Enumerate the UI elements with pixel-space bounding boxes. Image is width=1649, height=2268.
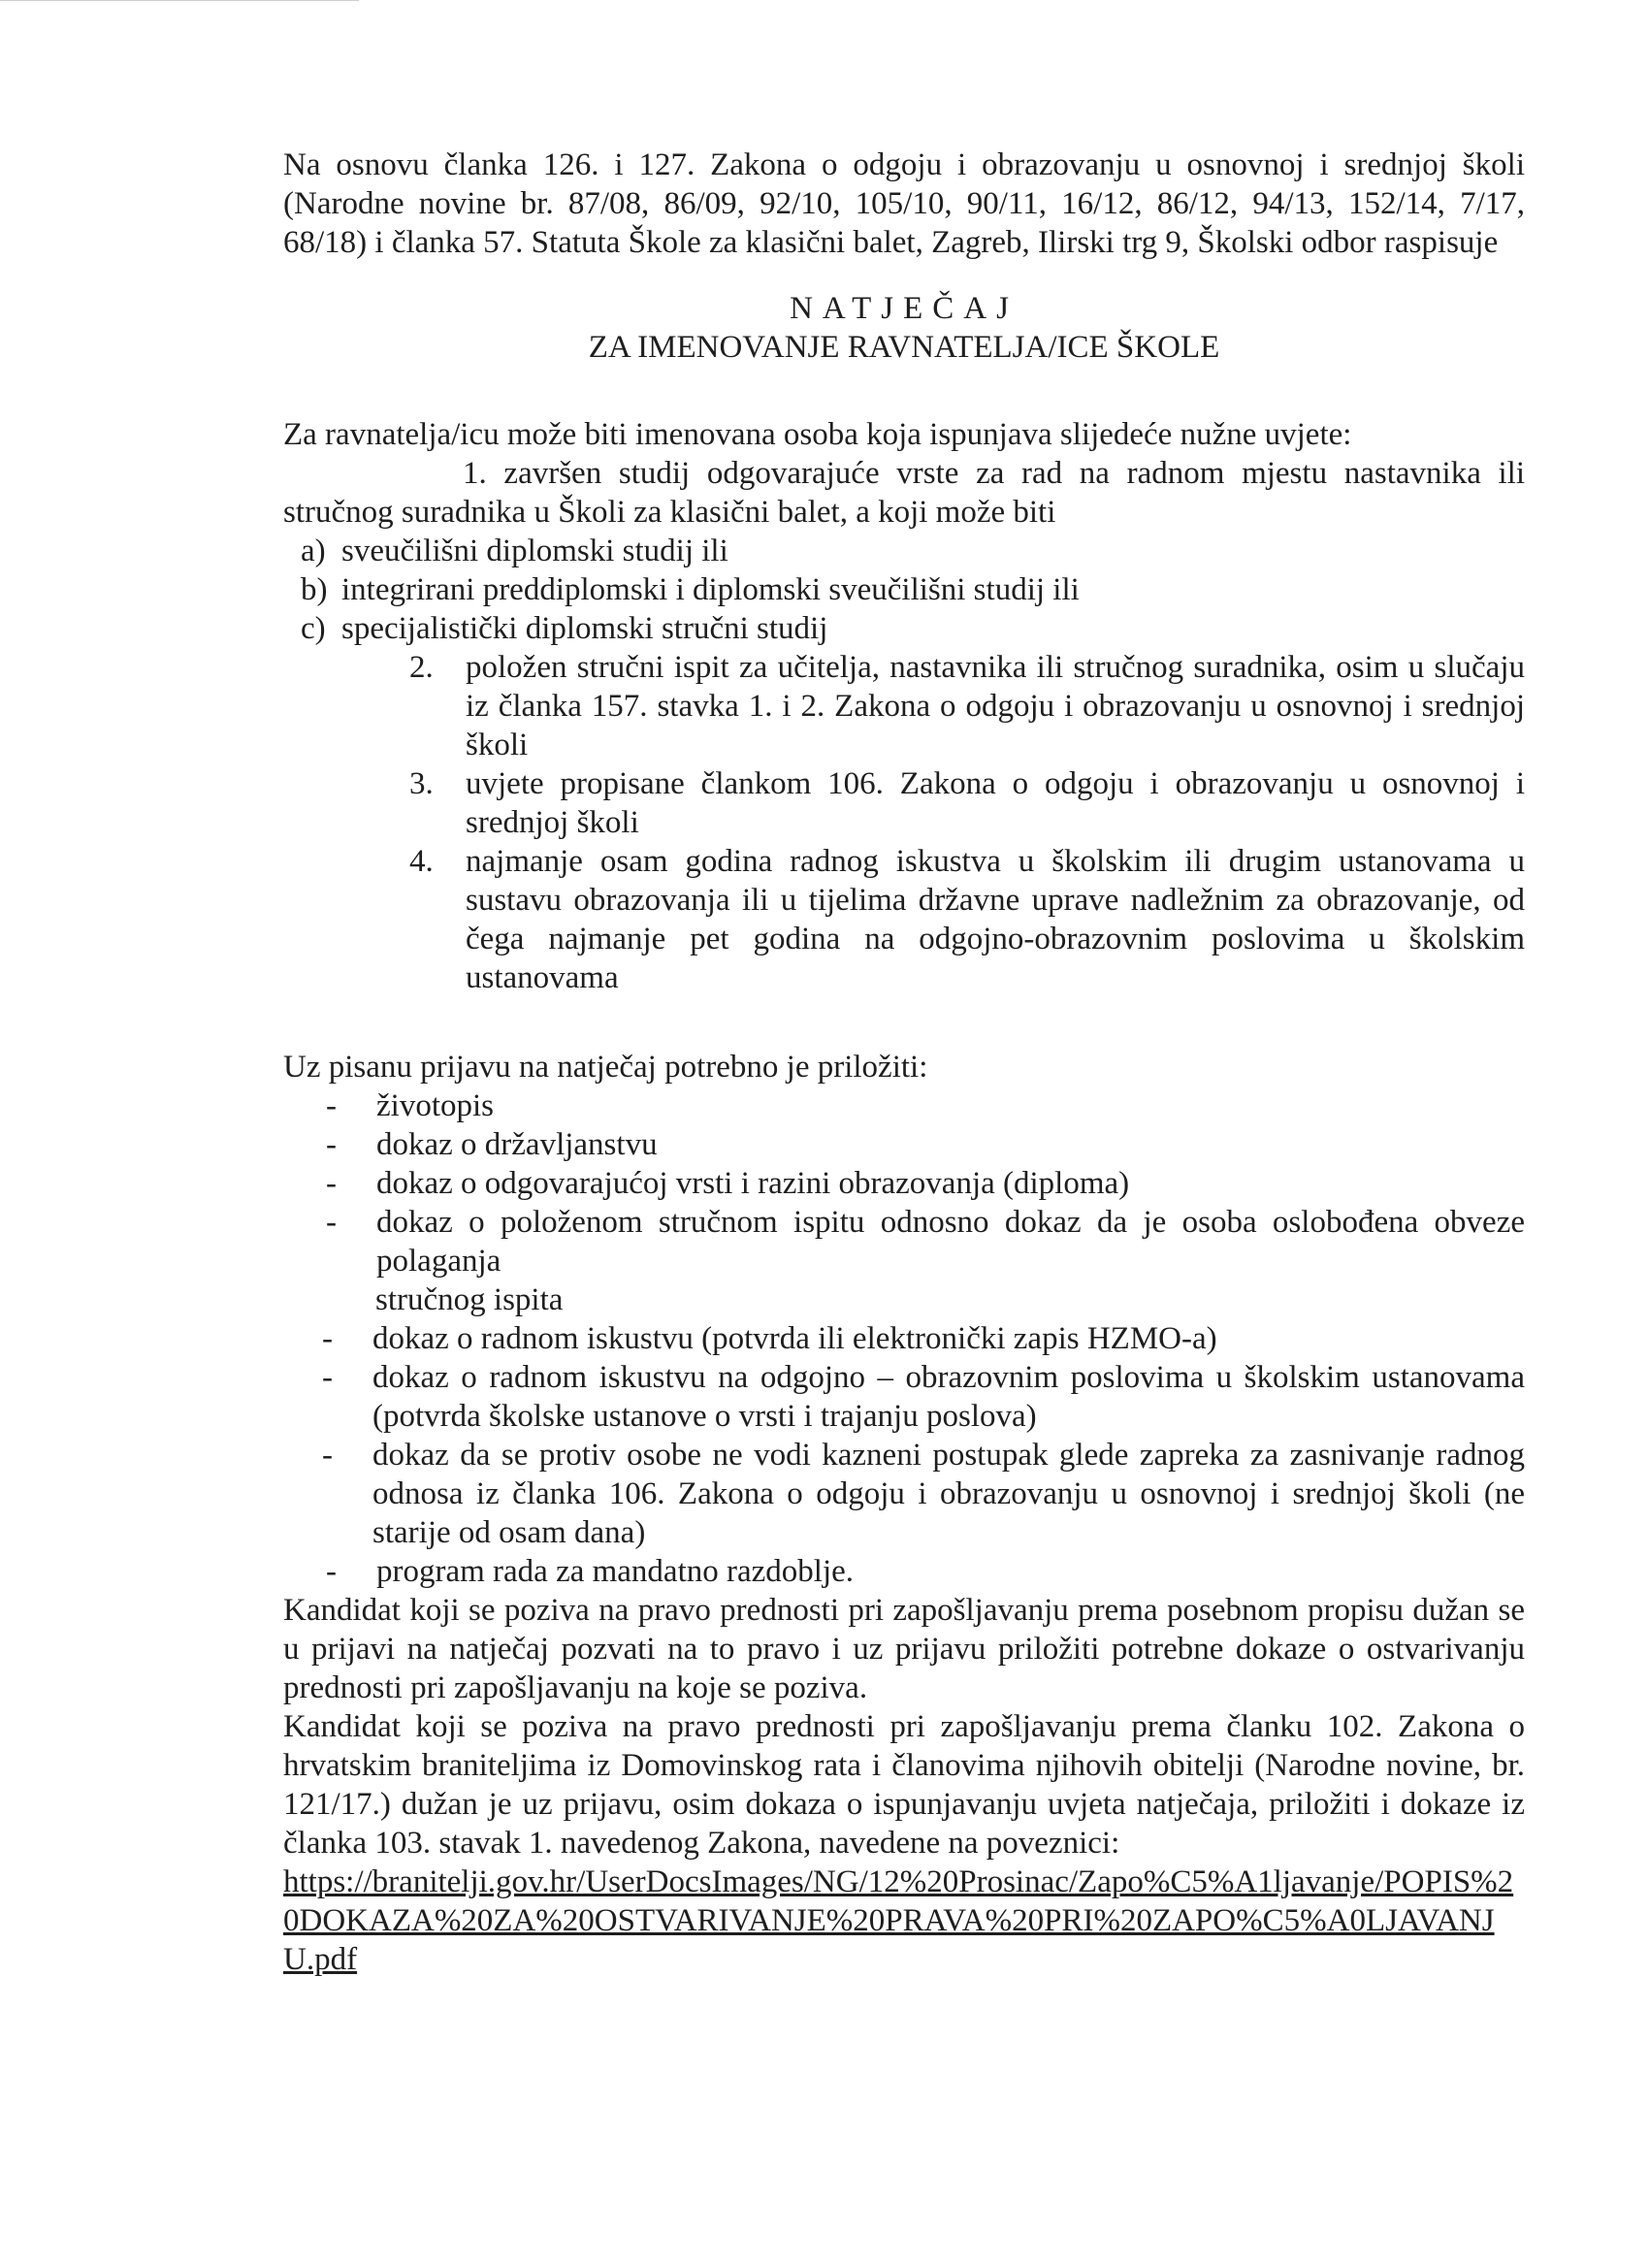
attachment-dash: - bbox=[322, 1438, 333, 1473]
attachment-text: dokaz o odgovarajućoj vrsti i razini obrazovanja (diploma) bbox=[376, 1166, 1130, 1201]
attachment-item bbox=[283, 1319, 1525, 1358]
condition-1-subitem bbox=[283, 609, 1525, 648]
subitem-label: c) bbox=[301, 611, 326, 646]
attachment-dash: - bbox=[326, 1205, 337, 1240]
attachment-text: dokaz o radnom iskustvu (potvrda ili elektronički zapis HZMO-a) bbox=[372, 1321, 1217, 1356]
attachment-item bbox=[283, 1436, 1525, 1552]
attachment-item bbox=[283, 1358, 1525, 1436]
subitem-text: specijalistički diplomski stručni studij bbox=[341, 611, 828, 646]
condition-number: 4. bbox=[409, 844, 434, 879]
scan-top-edge bbox=[0, 0, 359, 1]
attachments-lead: Uz pisanu prijavu na natječaj potrebno je priložiti: bbox=[283, 1050, 928, 1085]
condition-text: najmanje osam godina radnog iskustva u školskim ili drugim ustanovama u sustavu obrazovanja ili u tijelima državne uprave nadležnim za obrazovanje, od čega najmanje pet godina na odgojno-obrazovnim poslovima u školskim ustanovama bbox=[466, 844, 1525, 995]
attachment-item bbox=[283, 1164, 1525, 1203]
condition-1-text: završen studij odgovarajuće vrste za rad na radnom mjestu nastavnika ili stručnog suradnika u Školi za klasični balet, a koji može biti bbox=[283, 456, 1526, 530]
attachment-item bbox=[283, 1086, 1525, 1125]
subitem-label: b) bbox=[301, 572, 328, 607]
condition-item bbox=[283, 764, 1525, 842]
attachment-dash: - bbox=[326, 1127, 337, 1162]
priority-paragraph: Kandidat koji se poziva na pravo prednosti pri zapošljavanju prema posebnom propisu dužan se u prijavi na natječaj pozvati na to pravo i uz prijavu priložiti potrebne dokaze o ostvarivanju prednosti pri zapošljavanju na koje se poziva. bbox=[283, 1593, 1525, 1705]
attachment-item bbox=[283, 1125, 1525, 1164]
attachment-text: životopis bbox=[376, 1088, 494, 1123]
condition-1-number: 1. bbox=[463, 456, 487, 491]
attachment-item bbox=[283, 1552, 1525, 1591]
condition-text: položen stručni ispit za učitelja, nastavnika ili stručnog suradnika, osim u slučaju iz članka 157. stavka 1. i 2. Zakona o odgoju i obrazovanju u osnovnoj i srednjoj školi bbox=[466, 650, 1525, 762]
attachment-dash: - bbox=[326, 1088, 337, 1123]
proof-list-link[interactable]: https://branitelji.gov.hr/UserDocsImages/NG/12%20Prosinac/Zapo%C5%A1ljavanje/POPIS%20DOKAZA%20ZA%20OSTVARIVANJE%20PRAVA%20PRI%20ZAPO%C5%A0LJAVANJU.pdf bbox=[283, 1864, 1514, 1977]
document-body bbox=[283, 146, 1525, 1979]
condition-1 bbox=[283, 454, 1525, 532]
condition-item bbox=[283, 842, 1525, 997]
attachment-dash: - bbox=[326, 1166, 337, 1201]
conditions-lead: Za ravnatelja/icu može biti imenovana osoba koja ispunjava slijedeće nužne uvjete: bbox=[283, 417, 1352, 452]
title-line-1: NATJEČAJ bbox=[790, 291, 1018, 326]
condition-item bbox=[283, 648, 1525, 764]
document-title bbox=[283, 289, 1525, 367]
attachment-text: program rada za mandatno razdoblje. bbox=[376, 1554, 855, 1589]
attachment-dash: - bbox=[322, 1360, 333, 1395]
subitem-label: a) bbox=[301, 534, 326, 568]
attachment-text: dokaz o radnom iskustvu na odgojno – obrazovnim poslovima u školskim ustanovama (potvrda školske ustanove o vrsti i trajanju poslova) bbox=[372, 1360, 1525, 1434]
attachment-text: dokaz o položenom stručnom ispitu odnosno dokaz da je osoba oslobođena obveze polaganja bbox=[376, 1205, 1525, 1279]
link-line bbox=[283, 1863, 1525, 1979]
condition-1-subitem bbox=[283, 570, 1525, 609]
condition-text: uvjete propisane člankom 106. Zakona o odgoju i obrazovanju u osnovnoj i srednjoj školi bbox=[466, 766, 1525, 840]
attachment-dash: - bbox=[322, 1321, 333, 1356]
attachment-item bbox=[283, 1203, 1525, 1280]
attachment-continuation: stručnog ispita bbox=[375, 1282, 564, 1317]
condition-1-subitem bbox=[283, 532, 1525, 570]
subitem-text: integrirani preddiplomski i diplomski sveučilišni studij ili bbox=[341, 572, 1080, 607]
attachment-dash: - bbox=[326, 1554, 337, 1589]
attachment-text: dokaz da se protiv osobe ne vodi kazneni postupak glede zapreka za zasnivanje radnog odnosa iz članka 106. Zakona o odgoju i obrazovanju u osnovnoj i srednjoj školi (ne starije od osam dana) bbox=[372, 1438, 1525, 1550]
veterans-paragraph: Kandidat koji se poziva na pravo prednosti pri zapošljavanju prema članku 102. Zakona o hrvatskim braniteljima iz Domovinskog rata i članovima njihovih obitelji (Narodne novine, br. 121/17.) dužan je uz prijavu, osim dokaza o ispunjavanju uvjeta natječaja, priložiti i dokaze iz članka 103. stavak 1. navedenog Zakona, navedene na poveznici: bbox=[283, 1709, 1525, 1861]
title-line-2: ZA IMENOVANJE RAVNATELJA/ICE ŠKOLE bbox=[588, 330, 1220, 365]
subitem-text: sveučilišni diplomski studij ili bbox=[341, 534, 728, 568]
condition-number: 3. bbox=[409, 766, 434, 801]
condition-number: 2. bbox=[409, 650, 434, 685]
intro-paragraph: Na osnovu članka 126. i 127. Zakona o odgoju i obrazovanju u osnovnoj i srednjoj školi (Narodne novine br. 87/08, 86/09, 92/10, 105/10, 90/11, 16/12, 86/12, 94/13, 152/14, 7/17, 68/18) i članka 57. Statuta Škole za klasični balet, Zagreb, Ilirski trg 9, Školski odbor raspisuje bbox=[283, 147, 1525, 260]
attachment-text: dokaz o državljanstvu bbox=[376, 1127, 658, 1162]
